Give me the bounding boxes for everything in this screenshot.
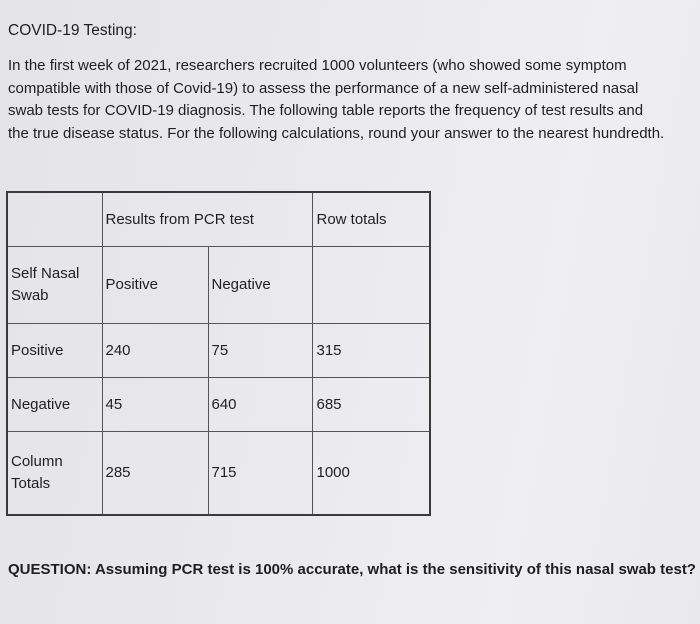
paragraph-line: compatible with those of Covid-19) to assess the performance of a new self-administered nasal [8,79,639,97]
cell-value: 75 [208,324,312,378]
self-nasal-swab-label: Self Nasal Swab [7,247,102,324]
pcr-negative-header: Negative [208,247,312,324]
cell-value: 285 [102,432,208,516]
pcr-results-header: Results from PCR test [102,192,312,247]
problem-description [8,55,696,145]
row-total-value: 685 [312,378,430,432]
pcr-positive-header: Positive [102,247,208,324]
question-text: QUESTION: Assuming PCR test is 100% accurate, what is the sensitivity of this nasal swab test? [8,561,696,578]
table-row [7,378,430,432]
row-total-value: 1000 [312,432,430,516]
paragraph-line: the true disease status. For the following calculations, round your answer to the nearest hundredth. [8,124,665,142]
row-total-value: 315 [312,324,430,378]
subheader-blank-cell [312,247,430,324]
row-label-positive: Positive [7,324,102,378]
paragraph-line: In the first week of 2021, researchers recruited 1000 volunteers (who showed some symptom [8,57,627,74]
table-row [7,324,430,378]
cell-value: 240 [102,324,208,378]
contingency-table [6,191,431,516]
cell-value: 45 [102,378,208,432]
cell-value: 640 [208,378,312,432]
table-row [7,432,430,516]
row-label-column-totals: Column Totals [7,432,102,516]
row-totals-header: Row totals [312,192,430,247]
document-title: COVID-19 Testing: [8,22,137,39]
row-label-negative: Negative [7,378,102,432]
table-header-row [7,192,430,247]
paragraph-line: swab tests for COVID-19 diagnosis. The following table reports the frequency of test results and [8,102,644,119]
cell-value: 715 [208,432,312,516]
table-subheader-row [7,247,430,324]
table-corner-cell [7,192,102,247]
